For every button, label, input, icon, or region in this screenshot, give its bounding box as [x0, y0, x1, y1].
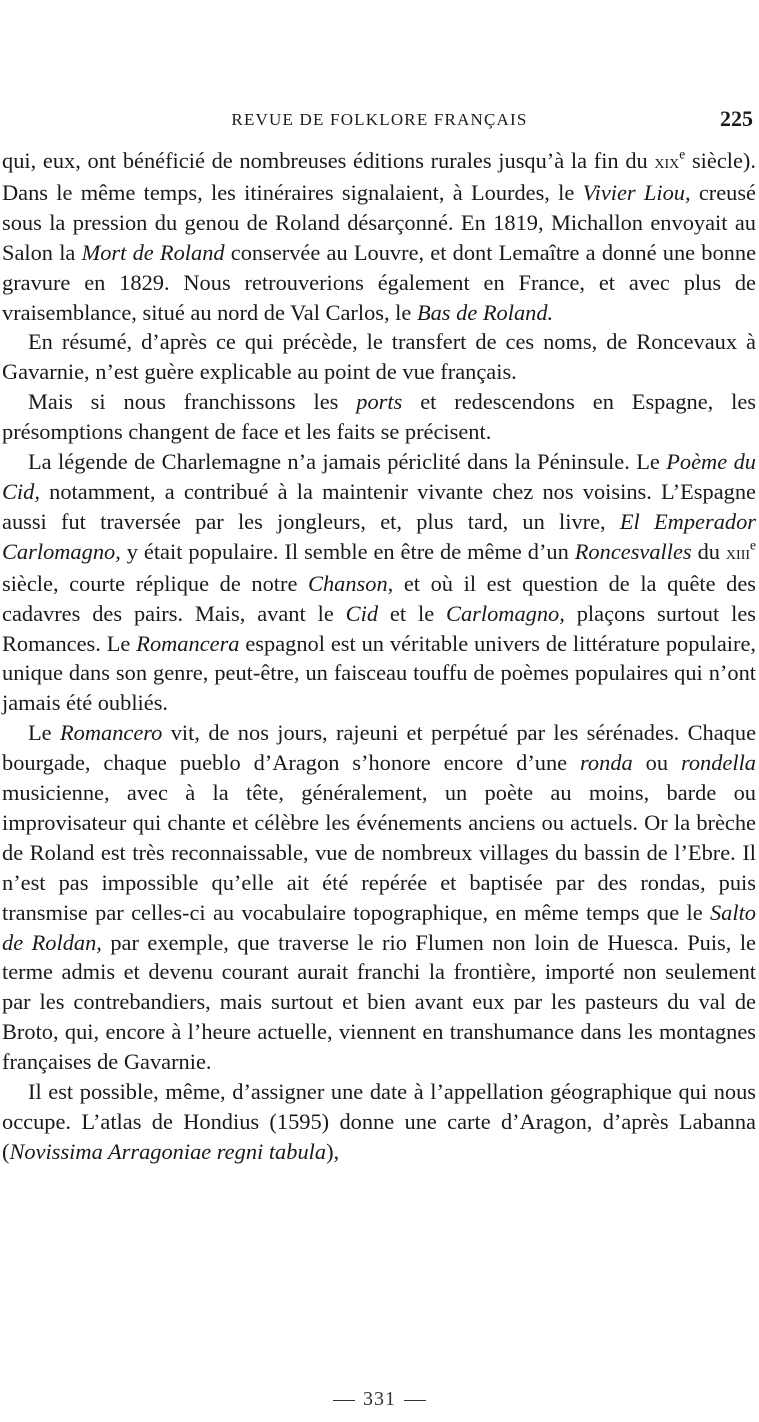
superscript: e: [750, 537, 756, 553]
text-span: musicienne, avec à la tête, généralement, un poète au moins, barde ou improvisateur qui chante et célèbre les événements anciens ou actuels. Or la brèche de Roland est très reconnaissable, vue de nombreux villages du bassin de l’Ebre. Il n’est pas impossible qu’elle ait été repérée et baptisée par des rondas, puis transmise par celles-ci au vocabulaire topographique, en même temps que le: [2, 780, 756, 925]
text-span: siècle). Dans le même temps, les itinéraires signalaient, à Lourdes, le: [2, 148, 756, 205]
text-span: Il est possible, même, d’assigner une date à l’appellation géographique qui nous occupe. L’atlas de Hondius (1595) donne une carte d’Aragon, d’après Labanna (: [2, 1079, 756, 1164]
text-span: ),: [326, 1138, 340, 1164]
italic-span: Cid: [345, 600, 379, 626]
text-span: y était populaire. Il semble en être de même d’un: [120, 538, 575, 564]
italic-span: ports: [356, 389, 403, 415]
italic-span: Bas de Roland.: [416, 299, 554, 325]
italic-span: Vivier Liou,: [582, 179, 691, 205]
paragraph: [2, 447, 756, 718]
text-span: vit, de nos jours, rajeuni et perpétué par les sérénades. Chaque bourgade, chaque pueblo d’Aragon s’honore encore d’une: [2, 720, 757, 776]
footer-folio: 331: [363, 1388, 396, 1410]
text-span: Le: [28, 720, 60, 746]
body-text: [2, 146, 756, 1167]
text-span: et où il est question de la quête des cadavres des pairs. Mais, avant le: [2, 570, 757, 626]
text-span: plaçons surtout les Romances. Le: [2, 600, 756, 656]
footer-dash-left: [333, 1400, 355, 1401]
text-span: et le: [378, 600, 447, 626]
text-span: espagnol est un véritable univers de littérature populaire, unique dans son genre, peut-être, un faisceau touffu de poèmes populaires qui n’ont jamais été oubliés.: [2, 630, 756, 716]
text-span: du: [691, 538, 726, 564]
text-span: conservée au Louvre, et dont Lemaître a donné une bonne gravure en 1829. Nous retrouverions également en France, et avec plus de vraisemblance, situé au nord de Val Carlos, le: [2, 239, 757, 325]
text-span: qui, eux, ont bénéficié de nombreuses éditions rurales jusqu’à la fin du: [2, 148, 655, 173]
paragraph: [2, 387, 756, 447]
text-span: et redescendons en Espagne, les présomptions changent de face et les faits se précisent.: [2, 389, 757, 445]
paragraph: [2, 1077, 756, 1167]
running-title: REVUE DE FOLKLORE FRANÇAIS: [231, 110, 528, 129]
italic-span: Chanson,: [308, 570, 394, 596]
italic-span: Romancera: [136, 630, 240, 656]
italic-span: Mort de Roland: [81, 239, 225, 265]
text-span: par exemple, que traverse le rio Flumen non loin de Huesca. Puis, le terme admis et devenu courant aurait franchi la frontière, importé non seulement par les contrebandiers, mais surtout et bien avant eux par les pasteurs du val de Broto, qui, encore à l’heure actuelle, viennent en transhumance dans les montagnes françaises de Gavarnie.: [2, 929, 756, 1075]
page-number: 225: [720, 106, 753, 131]
small-caps-span: xiii: [725, 541, 751, 564]
italic-span: Salto de Roldan,: [2, 899, 756, 955]
italic-span: Poème du Cid,: [2, 449, 756, 504]
italic-span: El Emperador Carlomagno,: [2, 508, 756, 564]
italic-span: Carlomagno,: [446, 600, 565, 626]
page-footer: [0, 1388, 759, 1411]
paragraph: [2, 718, 756, 1077]
text-span: siècle, courte réplique de notre: [2, 570, 309, 596]
italic-span: rondella: [680, 750, 756, 776]
superscript: e: [679, 146, 686, 162]
italic-span: Novissima Arragoniae regni tabula: [9, 1138, 327, 1164]
italic-span: ronda: [580, 750, 633, 776]
text-span: notamment, a contribué à la maintenir vivante chez nos voisins. L’Espagne aussi fut traversée par les jongleurs, et, plus tard, un livre,: [2, 478, 756, 534]
text-span: La légende de Charlemagne n’a jamais périclité dans la Péninsule. Le: [28, 449, 667, 475]
footer-dash-right: [404, 1400, 426, 1401]
running-header: [0, 108, 759, 138]
paragraph: [2, 146, 756, 327]
italic-span: Romancero: [59, 720, 163, 746]
paragraph: [2, 327, 756, 387]
small-caps-span: xix: [654, 151, 680, 173]
text-span: ou: [632, 750, 681, 776]
text-span: En résumé, d’après ce qui précède, le transfert de ces noms, de Roncevaux à Gavarnie, n’est guère explicable au point de vue français.: [2, 329, 756, 385]
text-span: creusé sous la pression du genou de Roland désarçonné. En 1819, Michallon envoyait au Salon la: [2, 179, 756, 265]
italic-span: Roncesvalles: [574, 538, 692, 564]
text-span: Mais si nous franchissons les: [28, 389, 357, 415]
